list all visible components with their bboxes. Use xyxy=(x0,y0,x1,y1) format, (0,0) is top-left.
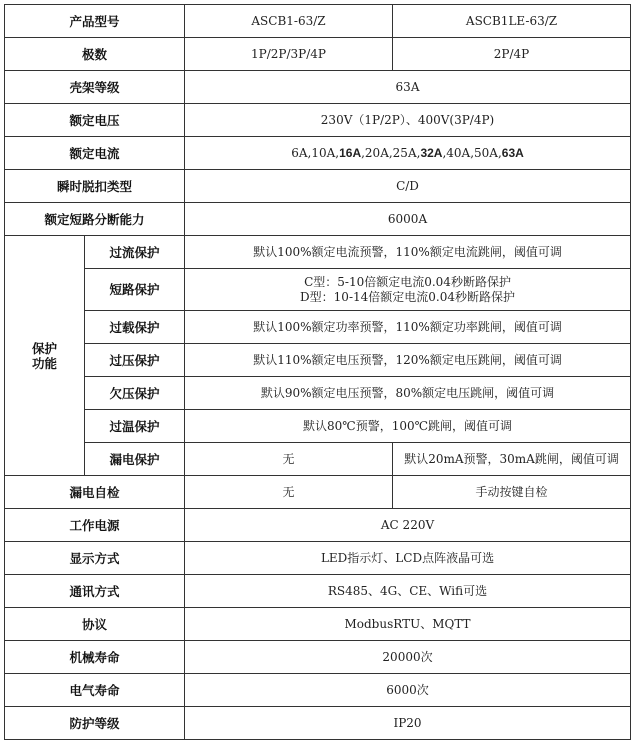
row-elec-life xyxy=(5,674,631,707)
row-mech-life xyxy=(5,641,631,674)
label-ip-rating: 防护等级 xyxy=(5,707,185,740)
label-poles: 极数 xyxy=(5,38,185,71)
row-leak-selftest xyxy=(5,476,631,509)
short-circuit-value xyxy=(185,269,631,311)
row-protocol xyxy=(5,608,631,641)
row-comm xyxy=(5,575,631,608)
comm-value: RS485、4G、CE、Wifi可选 xyxy=(185,575,631,608)
row-power-supply xyxy=(5,509,631,542)
label-elec-life: 电气寿命 xyxy=(5,674,185,707)
row-rated-current xyxy=(5,137,631,170)
overvoltage-value: 默认110%额定电压预警，120%额定电压跳闸，阈值可调 xyxy=(185,344,631,377)
label-overtemp: 过温保护 xyxy=(85,410,185,443)
overload-value: 默认100%额定功率预警，110%额定功率跳闸，阈值可调 xyxy=(185,311,631,344)
row-undervoltage xyxy=(5,377,631,410)
rated-current-value xyxy=(185,137,631,170)
label-short-circuit: 短路保护 xyxy=(85,269,185,311)
leakage-b: 默认20mA预警，30mA跳闸，阈值可调 xyxy=(393,443,631,476)
leak-selftest-a: 无 xyxy=(185,476,393,509)
current-part-6: 63A xyxy=(501,145,524,160)
rated-voltage-value: 230V（1P/2P）、400V(3P/4P) xyxy=(185,104,631,137)
label-frame: 壳架等级 xyxy=(5,71,185,104)
label-leakage: 漏电保护 xyxy=(85,443,185,476)
row-overload xyxy=(5,311,631,344)
label-protocol: 协议 xyxy=(5,608,185,641)
row-trip-type xyxy=(5,170,631,203)
label-undervoltage: 欠压保护 xyxy=(85,377,185,410)
power-supply-value: AC 220V xyxy=(185,509,631,542)
current-part-2: 16A xyxy=(339,145,362,160)
current-part-4: 32A xyxy=(420,145,443,160)
ip-rating-value: IP20 xyxy=(185,707,631,740)
label-protection xyxy=(5,236,85,476)
row-frame xyxy=(5,71,631,104)
protection-label-line1: 保护 xyxy=(31,340,57,356)
label-overcurrent: 过流保护 xyxy=(85,236,185,269)
trip-type-value: C/D xyxy=(185,170,631,203)
undervoltage-value: 默认90%额定电压预警，80%额定电压跳闸，阈值可调 xyxy=(185,377,631,410)
poles-b: 2P/4P xyxy=(393,38,631,71)
model-a: ASCB1-63/Z xyxy=(185,5,393,38)
breaking-value: 6000A xyxy=(185,203,631,236)
row-rated-voltage xyxy=(5,104,631,137)
label-model: 产品型号 xyxy=(5,5,185,38)
row-short-circuit xyxy=(5,269,631,311)
protocol-value: ModbusRTU、MQTT xyxy=(185,608,631,641)
row-overtemp xyxy=(5,410,631,443)
label-comm: 通讯方式 xyxy=(5,575,185,608)
model-b: ASCB1LE-63/Z xyxy=(393,5,631,38)
label-overvoltage: 过压保护 xyxy=(85,344,185,377)
label-trip-type: 瞬时脱扣类型 xyxy=(5,170,185,203)
label-overload: 过载保护 xyxy=(85,311,185,344)
row-leakage xyxy=(5,443,631,476)
elec-life-value: 6000次 xyxy=(185,674,631,707)
leak-selftest-b: 手动按键自检 xyxy=(393,476,631,509)
row-breaking xyxy=(5,203,631,236)
short-circuit-line1: C型：5-10倍额定电流0.04秒断路保护 xyxy=(304,274,511,289)
label-breaking: 额定短路分断能力 xyxy=(5,203,185,236)
display-value: LED指示灯、LCD点阵液晶可选 xyxy=(185,542,631,575)
overtemp-value: 默认80℃预警，100℃跳闸，阈值可调 xyxy=(185,410,631,443)
label-power-supply: 工作电源 xyxy=(5,509,185,542)
row-display xyxy=(5,542,631,575)
row-overvoltage xyxy=(5,344,631,377)
frame-value: 63A xyxy=(185,71,631,104)
poles-a: 1P/2P/3P/4P xyxy=(185,38,393,71)
label-rated-current: 额定电流 xyxy=(5,137,185,170)
protection-label-line2: 功能 xyxy=(31,355,57,371)
short-circuit-line2: D型：10-14倍额定电流0.04秒断路保护 xyxy=(300,289,515,304)
row-overcurrent xyxy=(5,236,631,269)
spec-table xyxy=(4,4,631,740)
row-ip-rating xyxy=(5,707,631,740)
label-leak-selftest: 漏电自检 xyxy=(5,476,185,509)
row-model xyxy=(5,5,631,38)
overcurrent-value: 默认100%额定电流预警，110%额定电流跳闸，阈值可调 xyxy=(185,236,631,269)
current-part-1: 6A,10A, xyxy=(291,145,340,160)
leakage-a: 无 xyxy=(185,443,393,476)
label-display: 显示方式 xyxy=(5,542,185,575)
current-part-3: ,20A,25A, xyxy=(361,145,421,160)
current-part-5: ,40A,50A, xyxy=(442,145,502,160)
row-poles xyxy=(5,38,631,71)
label-mech-life: 机械寿命 xyxy=(5,641,185,674)
mech-life-value: 20000次 xyxy=(185,641,631,674)
label-rated-voltage: 额定电压 xyxy=(5,104,185,137)
